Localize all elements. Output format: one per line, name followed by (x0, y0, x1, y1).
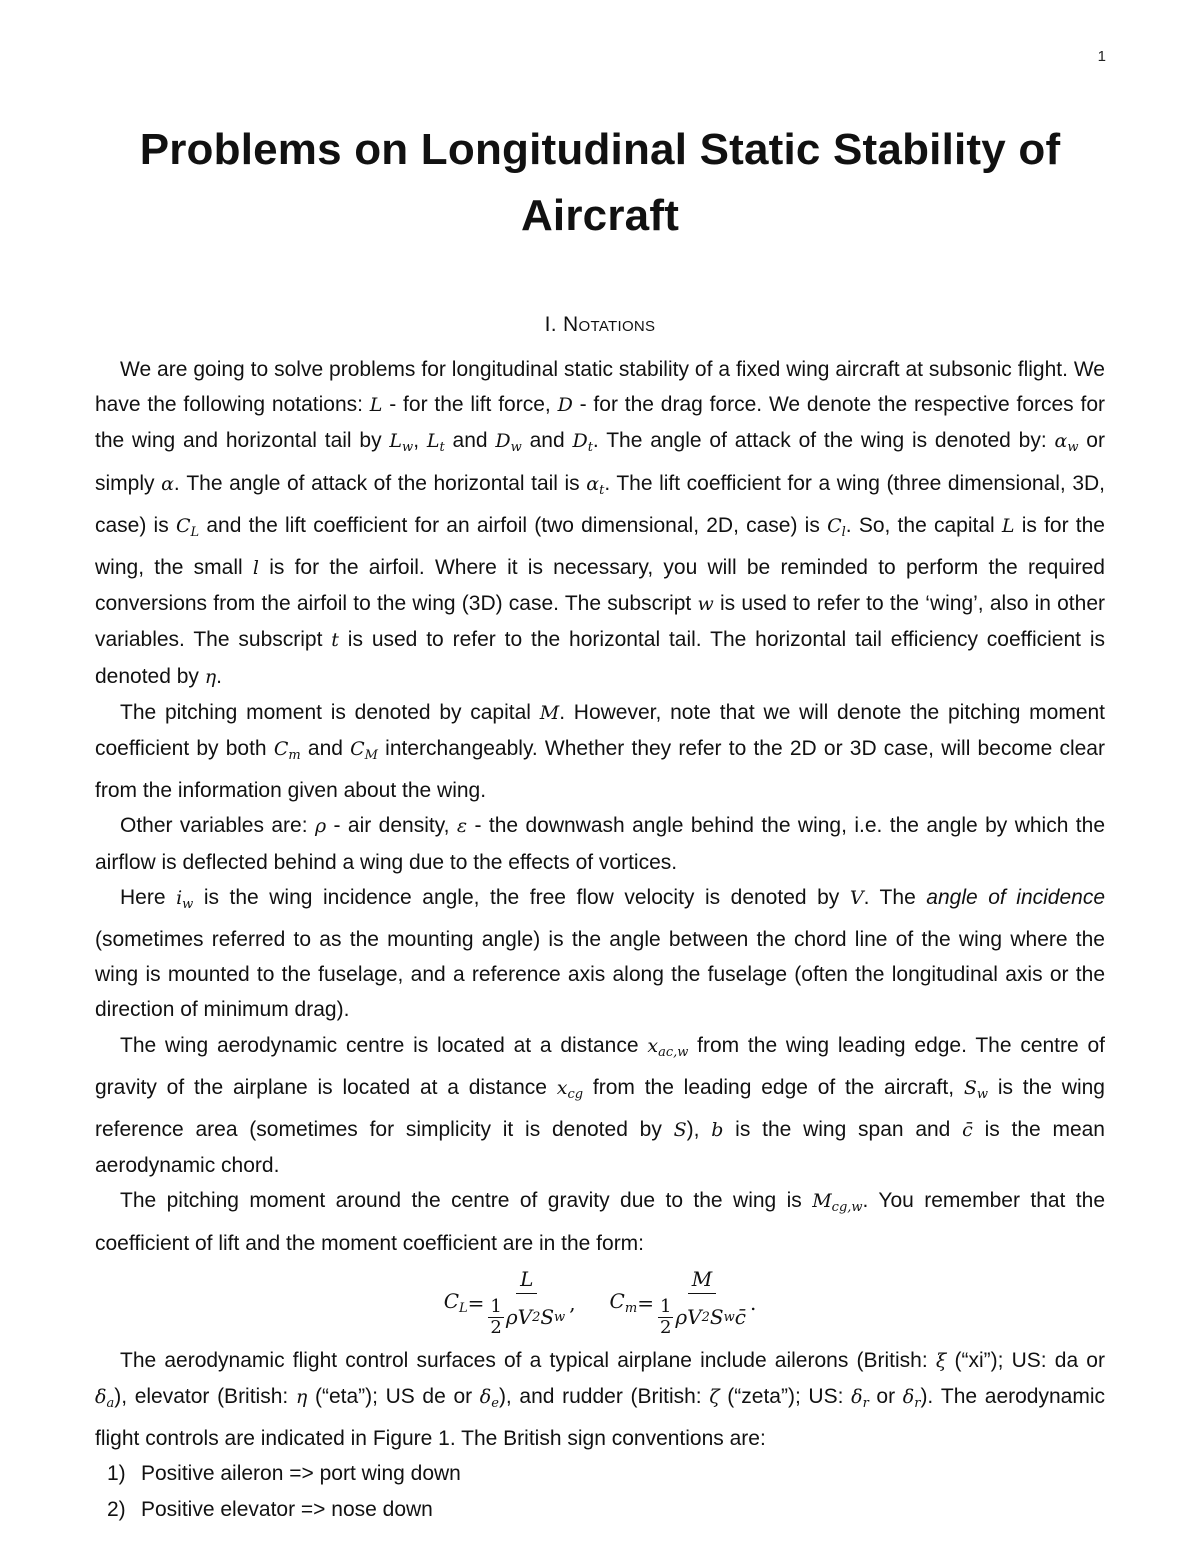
paragraph-pitching-moment: The pitching moment is denoted by capital M. However, note that we will denote the pitching moment coefficient by both $C_m$ and $C_M$ interchangeably. Whether they refer to the 2D or 3D case, will become clear from the information given about the wing. (95, 700, 1106, 803)
section-heading (0, 313, 1200, 337)
paragraph-moment-cg: The pitching moment around the centre of gravity due to the wing is $M_{cg,w}$. You remember that the coefficient of lift and the moment coefficient are in the form: (95, 1189, 1105, 1255)
paragraph-geometry: The wing aerodynamic centre is located at a distance $x_{ac,w}$ from the wing leading edge. The centre of gravity of the airplane is located at a distance $x_{cg}$ from the leading edge of the aircraft, $S_w$ is the wing reference area (sometimes for simplicity it is denoted by S), b is the wing span and c̄ is the mean aerodynamic chord. (95, 1033, 1105, 1178)
paragraph-incidence: Here $i_w$ is the wing incidence angle, the free flow velocity is denoted by V. The angle of incidence (sometimes referred to as the mounting angle) is the angle between the chord line of the wing where the wing is mounted to the fuselage, and a reference axis along the fuselage (often the longitudinal axis or the direction of minimum drag). (95, 885, 1106, 1022)
page-number: 1 (1097, 48, 1106, 65)
section-numeral: I. (544, 313, 557, 336)
title-line-2: Aircraft (520, 191, 680, 241)
paragraph-notations: We are going to solve problems for longitudinal static stability of a fixed wing aircraft at subsonic flight. We have the following notations: L - for the lift force, D - for the drag force. We denote the respective forces for the wing and horizontal tail by $L_w$, $L_t$ and $D_w$ and $D_t$. The angle of attack of the wing is denoted by: $\alpha_w$ or simply α. The angle of attack of the horizontal tail is $\alpha_t$. The lift coefficient for a wing (three dimensional, 3D, case) is $C_L$ and the lift coefficient for an airfoil (two dimensional, 2D, case) is $C_l$. So, the capital L is for the wing, the small l is for the airfoil. Where it is necessary, you will be reminded to perform the required conversions from the airfoil to the wing (3D) case. The subscript w is used to refer to the ‘wing’, also in other variables. The subscript t is used to refer to the horizontal tail. The horizontal tail efficiency coefficient is denoted by η. (95, 358, 1106, 688)
paragraph-other-variables: Other variables are: ρ - air density, ε - the downwash angle behind the wing, i.e. the angle by which the airflow is deflected behind a wing due to the effects of vortices. (95, 814, 1105, 874)
paragraph-control-surfaces: The aerodynamic flight control surfaces of a typical airplane include ailerons (British: ξ (“xi”); US: da or $\delta_a$), elevator (British: η (“eta”); US de or $\delta_e$), and rudder (British: ζ (“zeta”); US: $\delta_r$ or $\delta_r$). The aerodynamic flight controls are indicated in Figure 1. The British sign conventions are: (95, 1348, 1105, 1451)
list-item: 1) Positive aileron => port wing down (107, 1462, 461, 1486)
equation-coefficients: $C_L$ = L 1 2 ρV 2 S w , $C_m$ = M 1 2 ρV 2 S w c̄ . (443, 1266, 757, 1338)
body-text (95, 352, 1105, 1527)
list-item: 2) Positive elevator => nose down (107, 1497, 433, 1521)
page-title (0, 117, 1200, 249)
fraction-lift-coefficient: L 1 2 ρV 2 S w (490, 1266, 566, 1338)
sign-convention-list (95, 1456, 1105, 1526)
term-angle-of-incidence: angle of incidence (926, 885, 1106, 909)
fraction-moment-coefficient: M 1 2 ρV 2 S w c̄ (659, 1266, 746, 1338)
title-line-1: Problems on Longitudinal Static Stability of (139, 125, 1061, 175)
section-name: Notations (563, 313, 656, 336)
